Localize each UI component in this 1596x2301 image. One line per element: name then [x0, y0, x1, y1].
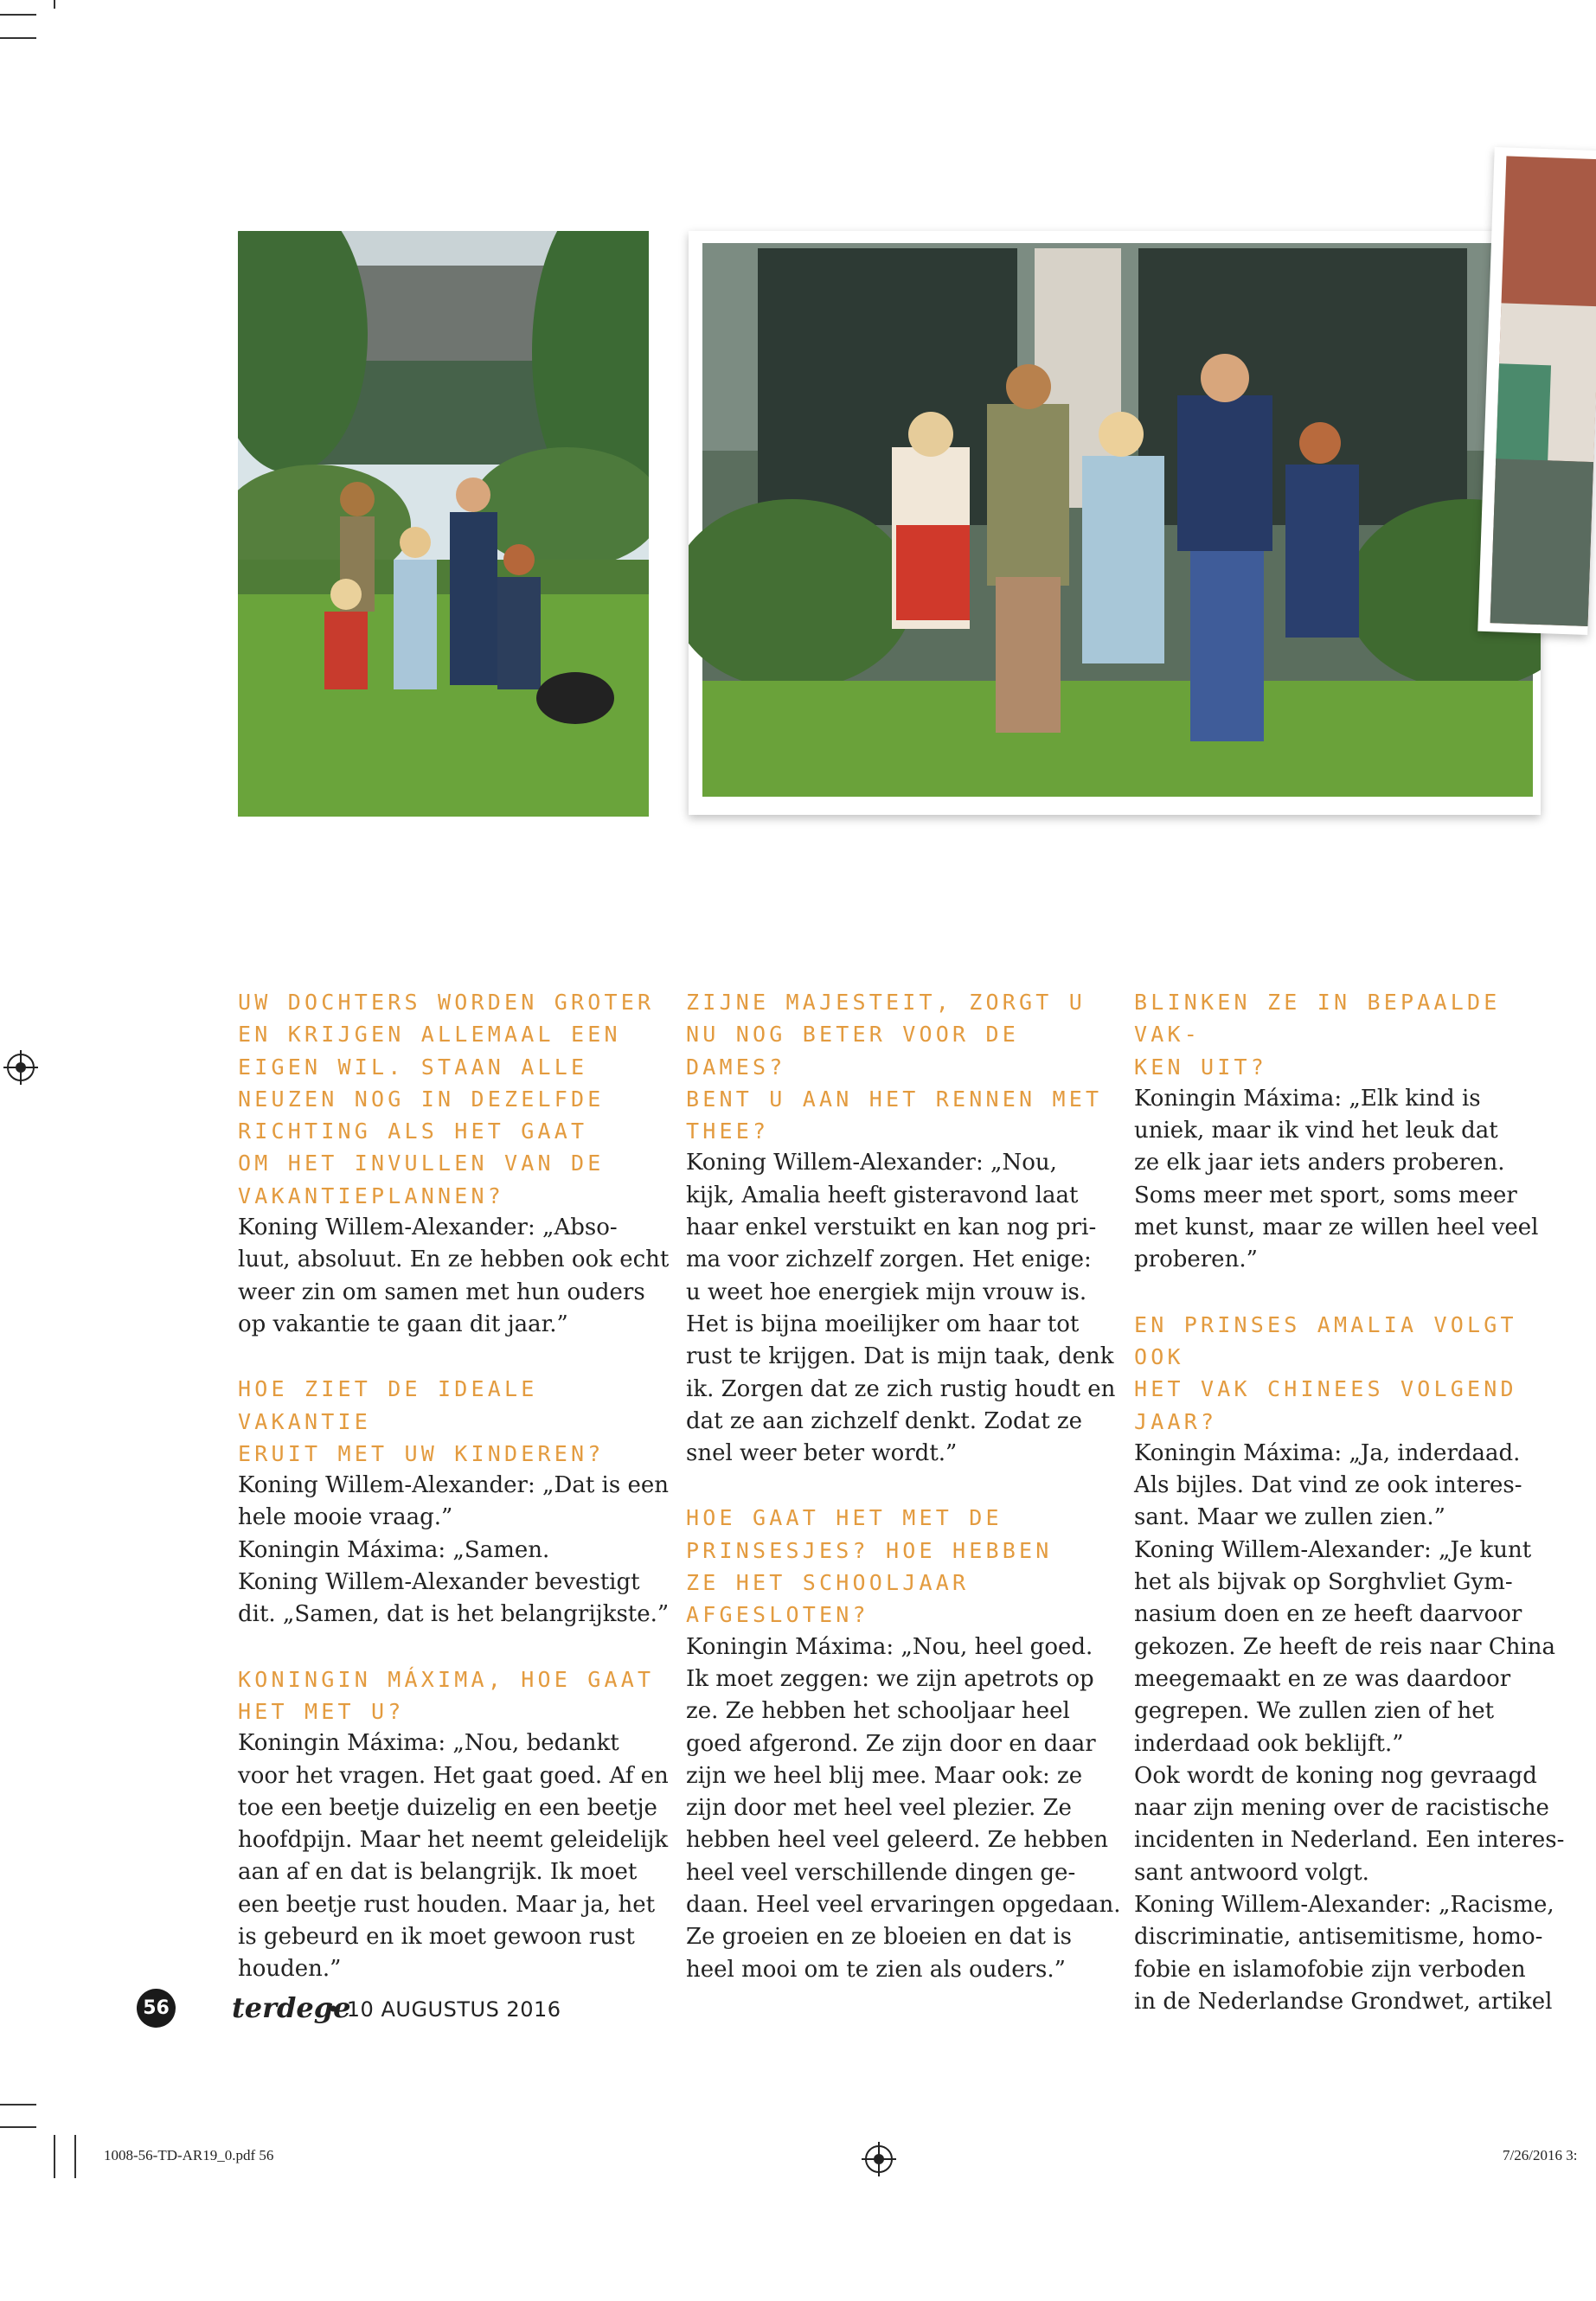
interview-answer: Koning Willem-Alexander: „Nou, kijk, Amalia heeft gisteravond laat haar enkel verstuikt en kan nog pri- ma voor zichzelf zorgen. Het enige: u weet hoe energiek mijn vrouw is. Het is bijna moeilijker om haar tot rust te krijgen. Dat is mijn taak, denk ik. Zorgen dat ze zich rustig houdt en dat ze aan zichzelf denkt. Zodat ze snel weer beter wordt.”	[686, 1150, 1116, 1467]
print-slug-date: 7/26/2016 3:	[1503, 2147, 1578, 2163]
issue-date: • 10 AUGUSTUS 2016	[327, 1997, 561, 2022]
crop-mark	[54, 0, 55, 9]
crop-mark	[54, 2135, 55, 2178]
article-column-2	[686, 986, 1123, 1986]
family-garden-photo	[238, 231, 649, 817]
page-number: 56	[137, 1989, 176, 2028]
crop-mark	[0, 2126, 36, 2128]
article-column-1	[238, 986, 675, 1986]
crop-mark	[74, 2135, 76, 2178]
crop-mark	[0, 2104, 36, 2106]
interview-question: UW DOCHTERS WORDEN GROTER EN KRIJGEN ALLEMAAL EEN EIGEN WIL. STAAN ALLE NEUZEN NOG IN DEZELFDE RICHTING ALS HET GAAT OM HET INVULLEN VAN DE VAKANTIEPLANNEN?	[238, 990, 655, 1208]
registration-mark	[865, 2145, 893, 2173]
interview-answer: Koningin Máxima: „Nou, heel goed. Ik moet zeggen: we zijn apetrots op ze. Ze hebben het schooljaar heel goed afgerond. Ze zijn door en daar zijn we heel blij mee. Maar ook: ze zijn door met heel veel plezier. Ze hebben heel veel geleerd. Ze hebben heel veel verschillende dingen ge- daan. Heel veel ervaringen opgedaan. Ze groeien en ze bloeien en dat is heel mooi om te zien als ouders.”	[686, 1633, 1121, 1983]
interview-answer: Koningin Máxima: „Elk kind is uniek, maar ik vind het leuk dat ze elk jaar iets anders proberen. Soms meer met sport, soms meer met kunst, maar ze willen heel veel proberen.”	[1134, 1085, 1539, 1273]
family-walking-photo	[689, 231, 1541, 815]
interview-answer: Koningin Máxima: „Nou, bedankt voor het vragen. Het gaat goed. Af en toe een beetje duizelig en een beetje hoofdpijn. Maar het neemt geleidelijk aan af en dat is belangrijk. Ik moet een beetje rust houden. Maar ja, het is gebeurd en ik moet gewoon rust houden.”	[238, 1730, 669, 1983]
interview-answer: Koning Willem-Alexander: „Dat is een hele mooie vraag.” Koningin Máxima: „Samen. Koning Willem-Alexander bevestigt dit. „Samen, dat is het belangrijkste.”	[238, 1472, 670, 1628]
interview-answer: Koningin Máxima: „Ja, inderdaad. Als bijles. Dat vind ze ook interes- sant. Maar we zullen zien.” Koning Willem-Alexander: „Je kunt het als bijvak op Sorghvliet Gym- nasium doen en ze heeft daarvoor gekozen. Ze heeft de reis naar China meegemaakt en ze was daardoor gegrepen. We zullen zien of het inderdaad ook beklijft.” Ook wordt de koning nog gevraagd naar zijn mening over de racistische incidenten in Nederland. Een interes- sant antwoord volgt. Koning Willem-Alexander: „Racisme, discriminatie, antisemitisme, homo- fobie en islamofobie zijn verboden in de Nederlandse Grondwet, artikel	[1134, 1439, 1565, 2015]
interview-answer: Koning Willem-Alexander: „Abso- luut, absoluut. En ze hebben ook echt weer zin om samen met hun ouders op vakantie te gaan dit jaar.”	[238, 1215, 670, 1337]
crop-mark	[0, 14, 36, 16]
interview-question: EN PRINSES AMALIA VOLGT OOK HET VAK CHINEES VOLGEND JAAR?	[1134, 1311, 1517, 1434]
interview-question: KONINGIN MÁXIMA, HOE GAAT HET MET U?	[238, 1666, 655, 1724]
crop-mark	[0, 37, 36, 39]
interview-question: ZIJNE MAJESTEIT, ZORGT U NU NOG BETER VOOR DE DAMES? BENT U AAN HET RENNEN MET THEE?	[686, 990, 1103, 1144]
interview-question: HOE ZIET DE IDEALE VAKANTIE ERUIT MET UW KINDEREN?	[238, 1376, 605, 1466]
interview-question: HOE GAAT HET MET DE PRINSESJES? HOE HEBBEN ZE HET SCHOOLJAAR AFGESLOTEN?	[686, 1505, 1053, 1628]
partial-photo-right	[1477, 147, 1596, 635]
registration-mark	[7, 1054, 35, 1081]
print-slug-file: 1008-56-TD-AR19_0.pdf 56	[104, 2147, 274, 2163]
magazine-brand: terdege	[232, 1991, 351, 2024]
article-column-3	[1134, 986, 1571, 2018]
interview-question: BLINKEN ZE IN BEPAALDE VAK- KEN UIT?	[1134, 990, 1501, 1080]
